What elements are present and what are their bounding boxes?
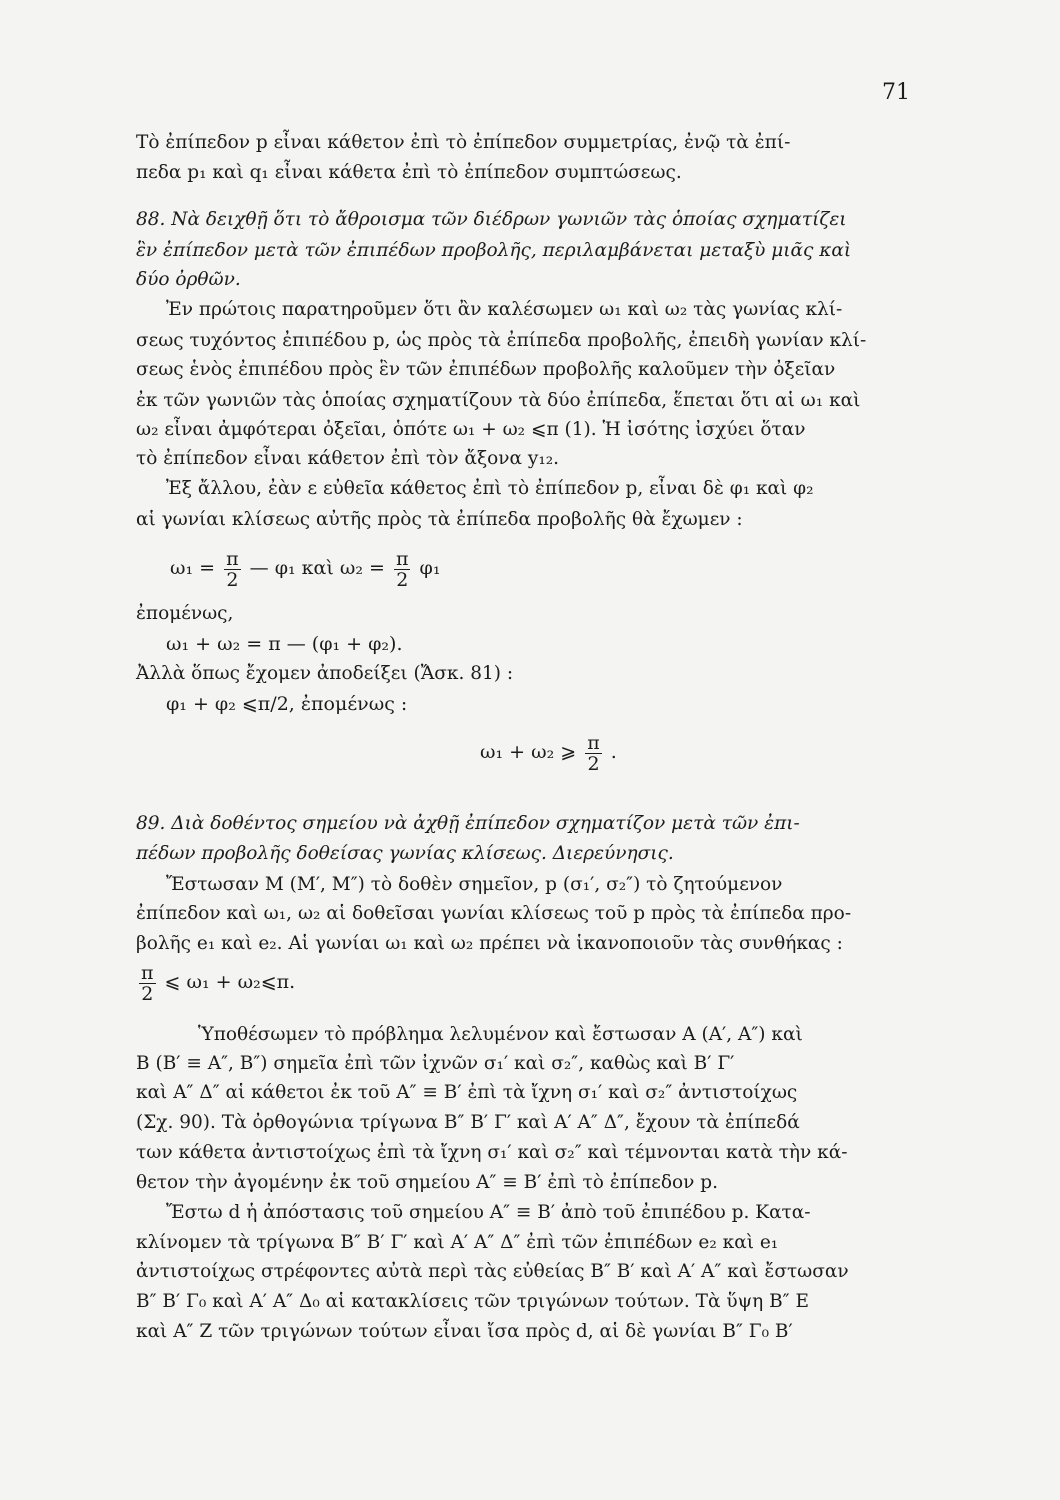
- eq5-fraction: $\frac{\pi}{2}$: [141, 961, 154, 1005]
- exercise-88-paragraph: Ἐν πρώτοις παρατηροῦμεν ὅτι ἂν καλέσωμεν ω₁ καὶ ω₂ τὰς γωνίας κλί-: [166, 299, 843, 320]
- exercise-88-title: ἓν ἐπίπεδον μετὰ τῶν ἐπιπέδων προβολῆς, περιλαμβάνεται μεταξὺ μιᾶς καὶ: [136, 240, 852, 261]
- text-consequently: ἐπομένως,: [136, 603, 234, 624]
- exercise-89-paragraph: ἀντιστοίχως στρέφοντες αὐτὰ περὶ τὰς εὐθείας B″ B′ καὶ A′ A″ καὶ ἔστωσαν: [136, 1261, 849, 1282]
- exercise-88-paragraph: αἱ γωνίαι κλίσεως αὐτῆς πρὸς τὰ ἐπίπεδα προβολῆς θὰ ἔχωμεν :: [136, 509, 743, 530]
- exercise-88-paragraph: Ἐξ ἄλλου, ἐὰν ε εὐθεῖα κάθετος ἐπὶ τὸ ἐπίπεδον p, εἶναι δὲ φ₁ καὶ φ₂: [166, 478, 814, 499]
- exercise-89-paragraph: ἐπίπεδον καὶ ω₁, ω₂ αἱ δοθεῖσαι γωνίαι κλίσεως τοῦ p πρὸς τὰ ἐπίπεδα προ-: [136, 903, 852, 924]
- exercise-89-paragraph: B″ B′ Γ₀ καὶ A′ A″ Δ₀ αἱ κατακλίσεις τῶν τριγώνων τούτων. Τὰ ὕψη B″ E: [136, 1291, 809, 1312]
- intro-line: πεδα p₁ καὶ q₁ εἶναι κάθετα ἐπὶ τὸ ἐπίπεδον συμπτώσεως.: [136, 162, 682, 183]
- exercise-88-paragraph: σεως τυχόντος ἐπιπέδου p, ὡς πρὸς τὰ ἐπίπεδα προβολῆς, ἐπειδὴ γωνίαν κλί-: [136, 330, 867, 351]
- equation-omega-bound: [480, 732, 780, 774]
- exercise-89-title: 89. Διὰ δοθέντος σημείου νὰ ἀχθῇ ἐπίπεδον σχηματίζον μετὰ τῶν ἐπι-: [136, 813, 800, 834]
- eq5-rest: ⩽ ω₁ + ω₂⩽π.: [164, 971, 296, 993]
- exercise-89-title: πέδων προβολῆς δοθείσας γωνίας κλίσεως. Διερεύνησις.: [136, 843, 674, 864]
- exercise-89-paragraph: Ἔστωσαν M (M′, M″) τὸ δοθὲν σημεῖον, p (σ₁′, σ₂″) τὸ ζητούμενον: [166, 874, 783, 895]
- eq1-fraction: $\frac{\pi}{2}$: [395, 547, 409, 591]
- exercise-89-paragraph: B (B′ ≡ A″, B″) σημεῖα ἐπὶ τῶν ἰχνῶν σ₁′ καὶ σ₂″, καθὼς καὶ B′ Γ′: [136, 1053, 735, 1074]
- equation-condition: [136, 962, 916, 1004]
- exercise-89-paragraph: καὶ A″ Δ″ αἱ κάθετοι ἐκ τοῦ A″ ≡ B′ ἐπὶ τὰ ἴχνη σ₁′ καὶ σ₂″ ἀντιστοίχως: [136, 1082, 798, 1103]
- exercise-88-paragraph: τὸ ἐπίπεδον εἶναι κάθετον ἐπὶ τὸν ἄξονα y₁₂.: [136, 448, 560, 469]
- text-proved: Ἀλλὰ ὅπως ἔχομεν ἀποδείξει (Ἄσκ. 81) :: [136, 663, 514, 684]
- exercise-89-paragraph: καὶ A″ Z τῶν τριγώνων τούτων εἶναι ἴσα πρὸς d, αἱ δὲ γωνίαι B″ Γ₀ B′: [136, 1321, 793, 1342]
- exercise-89-paragraph: των κάθετα ἀντιστοίχως ἐπὶ τὰ ἴχνη σ₁′ καὶ σ₂″ καὶ τέμνονται κατὰ τὴν κά-: [136, 1142, 848, 1163]
- eq4-left: ω₁ + ω₂ ⩾: [480, 741, 577, 763]
- eq4-fraction: $\frac{\pi}{2}$: [587, 731, 600, 775]
- eq1-left: ω₁ =: [170, 557, 216, 579]
- eq1-end: φ₁: [419, 557, 441, 579]
- equation-sum: ω₁ + ω₂ = π — (φ₁ + φ₂).: [166, 633, 403, 655]
- exercise-89-paragraph: βολῆς e₁ καὶ e₂. Αἱ γωνίαι ω₁ καὶ ω₂ πρέπει νὰ ἱκανοποιοῦν τὰς συνθήκας :: [136, 933, 843, 954]
- exercise-89-paragraph: θετον τὴν ἀγομένην ἐκ τοῦ σημείου A″ ≡ B′ ἐπὶ τὸ ἐπίπεδον p.: [136, 1172, 719, 1193]
- intro-line: Τὸ ἐπίπεδον p εἶναι κάθετον ἐπὶ τὸ ἐπίπεδον συμμετρίας, ἐνῷ τὰ ἐπί-: [136, 132, 791, 153]
- exercise-88-title: δύο ὀρθῶν.: [136, 269, 241, 290]
- exercise-88-paragraph: ω₂ εἶναι ἀμφότεραι ὀξεῖαι, ὁπότε ω₁ + ω₂ ⩽π (1). Ἡ ἰσότης ἰσχύει ὅταν: [136, 419, 806, 440]
- exercise-88-paragraph: ἐκ τῶν γωνιῶν τὰς ὁποίας σχηματίζουν τὰ δύο ἐπίπεδα, ἕπεται ὅτι αἱ ω₁ καὶ: [136, 390, 861, 411]
- exercise-88-paragraph: σεως ἑνὸς ἐπιπέδου πρὸς ἓν τῶν ἐπιπέδων προβολῆς καλοῦμεν τὴν ὀξεῖαν: [136, 359, 836, 380]
- exercise-89-paragraph: Ὑποθέσωμεν τὸ πρόβλημα λελυμένον καὶ ἔστωσαν A (A′, A″) καὶ: [198, 1024, 803, 1045]
- exercise-89-paragraph: Ἔστω d ἡ ἀπόστασις τοῦ σημείου A″ ≡ B′ ἀπὸ τοῦ ἐπιπέδου p. Κατα-: [166, 1202, 811, 1223]
- exercise-89-paragraph: (Σχ. 90). Τὰ ὀρθογώνια τρίγωνα B″ B′ Γ′ καὶ A′ A″ Δ″, ἔχουν τὰ ἐπίπεδά: [136, 1112, 800, 1133]
- equation-phi: φ₁ + φ₂ ⩽π/2, ἐπομένως :: [166, 693, 408, 715]
- eq1-mid: — φ₁ καὶ ω₂ =: [249, 557, 385, 579]
- page-number: 71: [882, 80, 910, 105]
- exercise-89-paragraph: κλίνομεν τὰ τρίγωνα B″ B′ Γ′ καὶ A′ A″ Δ″ ἐπὶ τῶν ἐπιπέδων e₂ καὶ e₁: [136, 1232, 779, 1253]
- eq1-fraction: $\frac{\pi}{2}$: [226, 547, 239, 591]
- exercise-88-title: 88. Νὰ δειχθῇ ὅτι τὸ ἄθροισμα τῶν διέδρων γωνιῶν τὰς ὁποίας σχηματίζει: [136, 209, 847, 230]
- eq4-end: .: [610, 741, 617, 763]
- equation-omega: [170, 548, 950, 590]
